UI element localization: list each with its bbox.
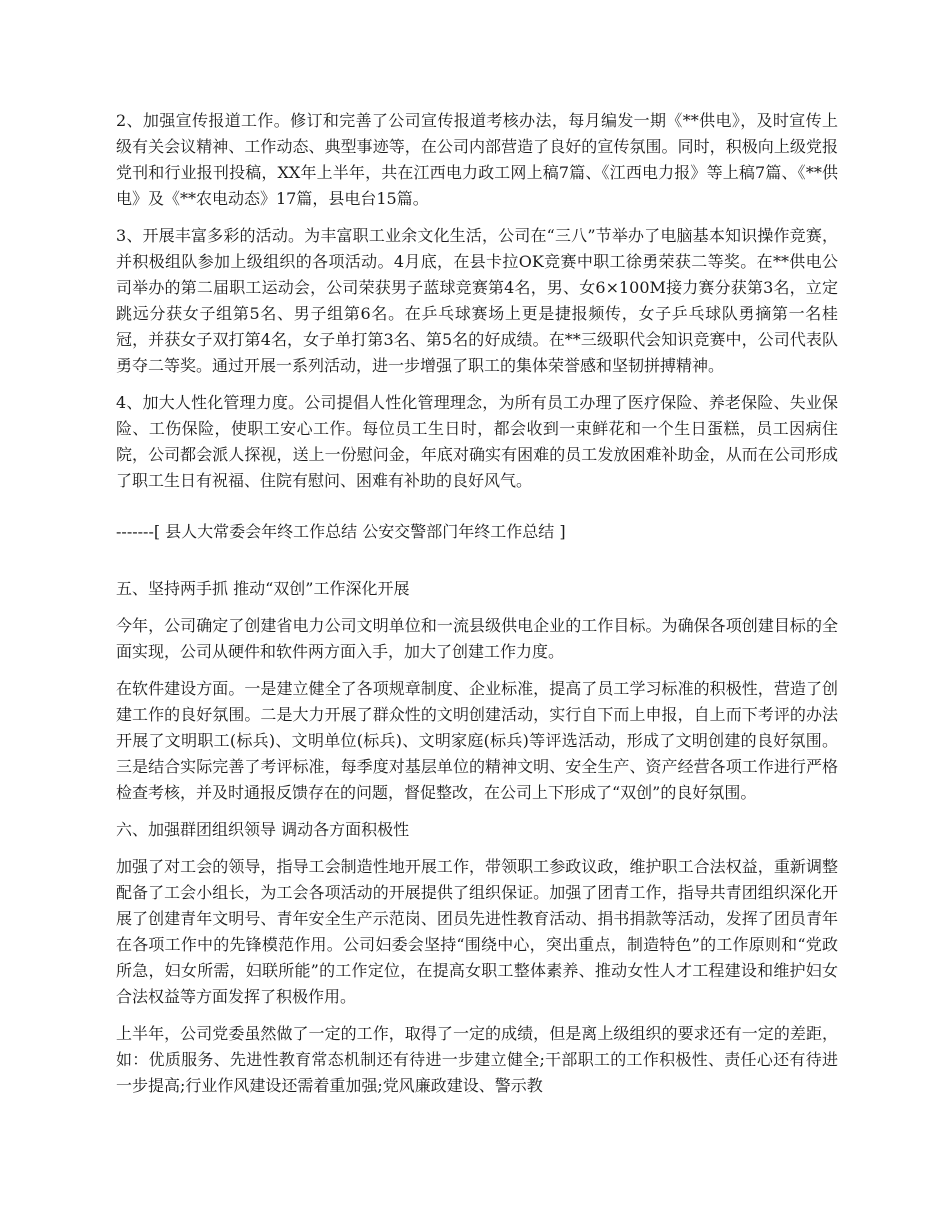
paragraph-software-construction: 在软件建设方面。一是建立健全了各项规章制度、企业标准，提高了员工学习标准的积极性，营造了创建工作的良好氛围。二是大力开展了群众性的文明创建活动，实行自下而上申报，自上而下考评的办法开展了文明职工(标兵)、文明单位(标兵)、文明家庭(标兵)等评选活动，形成了文明创建的良好氛围。 三是结合实际完善了考评标准，每季度对基层单位的精神文明、安全生产、资产经营各项工作进行严格检查考核，并及时通报反馈存在的问题，督促整改，在公司上下形成了“双创”的良好氛围。 <box>116 679 838 802</box>
spacer <box>116 505 838 519</box>
section-five-heading: 五、坚持两手抓 推动“双创”工作深化开展 <box>116 579 410 598</box>
paragraph-humanized-management: 4、加大人性化管理力度。公司提倡人性化管理理念，为所有员工办理了医疗保险、养老保险、失业保险、工伤保险，使职工安心工作。每位员工生日时，都会收到一束鲜花和一个生日蛋糕，员工因病住院，公司都会派人探视，送上一份慰问金，年底对确实有困难的员工发放困难补助金，从而在公司形成了职工生日有祝福、住院有慰问、困难有补助的良好风气。 <box>116 393 838 490</box>
related-link-traffic-police[interactable]: 公安交警部门年终工作总结 <box>362 522 555 541</box>
section-six-heading: 六、加强群团组织领导 调动各方面积极性 <box>116 820 410 839</box>
related-prefix: -------[ <box>116 522 166 541</box>
document-page <box>116 108 838 1110</box>
paragraph-activities: 3、开展丰富多彩的活动。为丰富职工业余文化生活，公司在“三八”节举办了电脑基本知识操作竞赛，并积极组队参加上级组织的各项活动。4月底，在县卡拉OK竞赛中职工徐勇荣获二等奖。在**供电公司举办的第二届职工运动会，公司荣获男子蓝球竞赛第4名，男、女6×100M接力赛分获第3名，立定跳远分获女子组第5名、男子组第6名。在乒乓球赛场上更是捷报频传，女子乒乓球队勇摘第一名桂冠，并获女子双打第4名，女子单打第3名、第5名的好成绩。在**三级职代会知识竞赛中，公司代表队勇夺二等奖。通过开展一系列活动，进一步增强了职工的集体荣誉感和坚韧拼搏精神。 <box>116 226 838 375</box>
spacer <box>116 545 838 576</box>
related-articles-line <box>116 519 838 545</box>
related-suffix: ] <box>554 522 566 541</box>
paragraph-mass-organizations: 加强了对工会的领导，指导工会制造性地开展工作，带领职工参政议政，维护职工合法权益，重新调整配备了工会小组长，为工会各项活动的开展提供了组织保证。加强了团青工作，指导共青团组织深化开展了创建青年文明号、青年安全生产示范岗、团员先进性教育活动、捐书捐款等活动，发挥了团员青年在各项工作中的先锋模范作用。公司妇委会坚持“围绕中心，突出重点，制造特色”的工作原则和“党政所急，妇女所需，妇联所能”的工作定位，在提高女职工整体素养、推动女性人才工程建设和维护妇女合法权益等方面发挥了积极作用。 <box>116 857 838 1006</box>
paragraph-shortcomings: 上半年，公司党委虽然做了一定的工作，取得了一定的成绩，但是离上级组织的要求还有一定的差距，如：优质服务、先进性教育常态机制还有待进一步建立健全;干部职工的工作积极性、责任心还有待进一步提高;行业作风建设还需着重加强;党风廉政建设、警示教 <box>116 1024 838 1095</box>
related-link-county-congress[interactable]: 县人大常委会年终工作总结 <box>165 522 358 541</box>
paragraph-creation-goals: 今年，公司确定了创建省电力公司文明单位和一流县级供电企业的工作目标。为确保各项创建目标的全面实现，公司从硬件和软件两方面入手，加大了创建工作力度。 <box>116 616 838 661</box>
paragraph-publicity: 2、加强宣传报道工作。修订和完善了公司宣传报道考核办法，每月编发一期《**供电》，及时宣传上级有关会议精神、工作动态、典型事迹等，在公司内部营造了良好的宣传氛围。同时，积极向上级党报党刊和行业报刊投稿，XX年上半年，共在江西电力政工网上稿7篇、《江西电力报》等上稿7篇、《**供电》及《**农电动态》17篇，县电台15篇。 <box>116 111 838 208</box>
